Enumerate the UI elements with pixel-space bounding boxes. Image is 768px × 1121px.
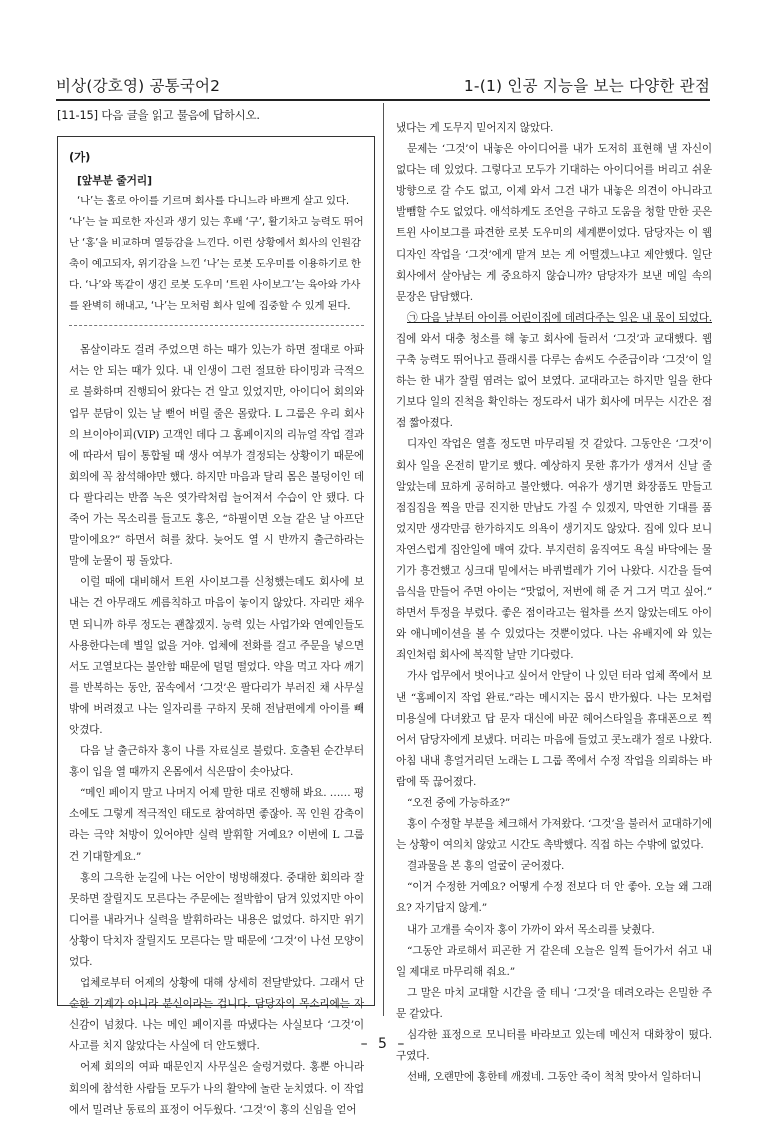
paragraph: 문제는 ‘그것’이 내놓은 아이디어를 내가 도저히 표현해 낼 자신이 없다는 데 있었다. 그렇다고 모두가 기대하는 아이디어를 버리고 쉬운 방향으로 갈 수도 없고, 이제 와서 그건 내가 내놓은 의견이 아니라고 발뺌할 수도 없었다. 애석하게도 조언을 구하고 도움을 청할 만한 곳은 트윈 사이보그를 파견한 로봇 도우미의 세계뿐이었다. 담당자는 이 웹 디자인 작업을 ‘그것’에게 맡겨 보는 게 어떨겠느냐고 제안했다. 일단 회사에서 살아남는 게 중요하지 않습니까? 담당자가 보낸 메일 속의 문장은 담담했다. [396, 143, 712, 303]
paragraph: 이럴 때에 대비해서 트윈 사이보그를 신청했는데도 회사에 보내는 건 아무래도 께름칙하고 마음이 놓이지 않았다. 자리만 채우면 되니까 하루 정도는 괜찮겠지. 능력 있는 사업가와 연예인들도 사용한다는데 별일 없을 거야. 업체에 전화를 걸고 주문을 넣으면서도 고열보다는 불안함 때문에 덜덜 떨었다. 약을 먹고 자다 깨기를 반복하는 동안, 꿈속에서 ‘그것’은 팔다리가 부러진 채 사무실 밖에 버려졌고 나는 일자리를 구하지 못해 전남편에게 아이를 빼앗겼다. [69, 576, 364, 736]
paragraph: “메인 페이지 말고 나머지 어제 말한 대로 진행해 봐요. …… 평소에도 그렇게 적극적인 태도로 참여하면 좋잖아. 꼭 인원 감축이라는 극약 처방이 있어야만 실력 발휘할 거예요? 이번에 L 그룹 건 기대할게요.” [69, 787, 364, 863]
right-paragraphs [396, 434, 712, 1088]
paragraph: 디자인 작업은 열흘 정도면 마무리될 것 같았다. 그동안은 ‘그것’이 회사 일을 온전히 맡기로 했다. 예상하지 못한 휴가가 생겨서 신날 줄 알았는데 묘하게 공허하고 불안했다. 여유가 생기면 화장품도 만들고 점집집을 찍을 만큼 진지한 만남도 가질 수 있겠지, 막연한 기대를 품었지만 생각만큼 한가하지도 의욕이 생기지도 않았다. 집에 있다 보니 자연스럽게 집안일에 매여 갔다. 부지런히 움직여도 욕실 바닥에는 물기가 흥건했고 싱크대 밑에서는 바퀴벌레가 기어 나왔다. 시간을 들여 음식을 만들어 주면 아이는 “맛없어, 저번에 해 준 거 그거 먹고 싶어.” 하면서 투정을 부렸다. 좋은 점이라고는 월차를 쓰지 않았는데도 아이와 애니메이션을 볼 수 있었다는 것뿐이었다. 나는 유배지에 와 있는 죄인처럼 회사에 복직할 날만 기다렸다. [396, 438, 712, 662]
paragraph: 업체로부터 어제의 상황에 대해 상세히 전달받았다. 그래서 단순한 기계가 아니라 분신이라는 겁니다. 담당자의 목소리에는 자신감이 넘쳤다. 나는 메인 페이지를 따냈다는 사실보다 ‘그것’이 사고를 치지 않았다는 사실에 더 안도했다. [69, 977, 364, 1053]
column-divider [383, 103, 384, 1016]
underlined-sentence: ㉠ 다음 날부터 아이를 어린이집에 데려다주는 일은 내 몫이 되었다. [407, 311, 712, 324]
unit-title: 1-(1) 인공 지능을 보는 다양한 관점 [463, 77, 710, 95]
left-paragraphs [69, 340, 364, 1120]
paragraph-rest: 집에 와서 대충 청소를 해 놓고 회사에 들러서 ‘그것’과 교대했다. 웹 구축 능력도 뛰어나고 플래시를 다루는 솜씨도 수준급이라 ‘그것’이 일하는 한 내가 잘릴 염려는 없어 보였다. 교대라고는 하지만 일을 한다기보다 일의 진척을 확인하는 정도라서 내가 회사에 머무는 시간은 점점 짧아졌다. [396, 332, 712, 430]
page-number: – 5 – [360, 1036, 408, 1052]
paragraph: “이거 수정한 거예요? 어떻게 수정 전보다 더 안 좋아. 오늘 왜 그래요? 자기답지 않게.” [396, 881, 712, 915]
paragraph: 몸살이라도 걸려 주었으면 하는 때가 있는가 하면 절대로 아파서는 안 되는 때가 있다. 내 인생이 그런 절묘한 타이밍과 극적으로 불화하며 진행되어 왔다는 건 알고 있었지만, 아이디어 회의와 업무 분담이 있는 날 뻗어 버릴 줄은 몰랐다. L 그룹은 우리 회사의 브이아이피(VIP) 고객인 데다 그 홈페이지의 리뉴얼 작업 결과에 따라서 팀이 통합될 때 생사 여부가 결정되는 상황이기 때문에 회의에 꼭 참석해야만 했다. 하지만 마음과 달리 몸은 불덩이인 데다 팔다리는 반쯤 녹은 엿가락처럼 늘어져서 수습이 안 됐다. 다 죽어 가는 목소리를 들고도 홍은, “하필이면 오늘 같은 날 아프단 말이에요?” 하면서 혀를 찼다. 늦어도 열 시 반까지 출근하라는 말에 눈물이 핑 돌았다. [69, 344, 364, 568]
summary-title: [앞부분 줄거리] [77, 174, 152, 188]
header-rule [56, 99, 710, 101]
paragraph: “그동안 과로해서 피곤한 거 같은데 오늘은 일찍 들어가서 쉬고 내일 제대로 마무리해 줘요.” [396, 944, 712, 978]
right-intro: 냈다는 게 도무지 믿어지지 않았다. [396, 122, 554, 134]
section-label: (가) [69, 150, 91, 165]
plot-summary: ‘나’는 홀로 아이를 기르며 회사를 다니느라 바쁘게 살고 있다. ‘나’는 늘 피로한 자신과 생기 있는 후배 ‘구’, 활기차고 능력도 뛰어난 ‘홍’을 비교하며 열등감을 느낀다. 이런 상황에서 회사의 인원감축이 예고되자, 위기감을 느낀 ‘나’는 로봇 도우미를 이용하기로 한다. ‘나’와 똑같이 생긴 로봇 도우미 ‘트윈 사이보그’는 육아와 가사를 완벽히 해내고, ‘나’는 모처럼 회사 일에 집중할 수 있게 된다. [69, 195, 364, 313]
paragraph: 선배, 오랜만에 홍한테 깨졌네. 그동안 죽이 척척 맞아서 일하더니 [407, 1071, 702, 1084]
question-instruction: [11-15] 다음 글을 읽고 물음에 답하시오. [57, 108, 260, 122]
paragraph-underlined [396, 308, 712, 435]
right-column [396, 118, 712, 1088]
paragraph: 내가 고개를 숙이자 홍이 가까이 와서 목소리를 낮췄다. [407, 923, 655, 936]
left-column [57, 105, 375, 1116]
paragraph: 결과물을 본 홍의 얼굴이 굳어졌다. [407, 860, 565, 873]
passage-box [57, 136, 375, 1116]
paragraph: 어제 회의의 여파 때문인지 사무실은 술렁거렸다. 홍뿐 아니라 회의에 참석한 사람들 모두가 나의 활약에 놀란 눈치였다. 이 작업에서 밀려난 동료의 표정이 어두웠다. ‘그것’이 홍의 신임을 얻어 [69, 1061, 364, 1116]
paragraph: 홍이 수정할 부분을 체크해서 가져왔다. ‘그것’을 불러서 교대하기에는 상황이 여의치 않았고 시간도 촉박했다. 직접 하는 수밖에 없었다. [396, 818, 712, 852]
paragraph: 가사 업무에서 벗어나고 싶어서 안달이 나 있던 터라 업체 쪽에서 보낸 “홈페이지 작업 완료.”라는 메시지는 몹시 반가웠다. 나는 모처럼 미용실에 다녀왔고 답 문자 대신에 바꾼 헤어스타일을 휴대폰으로 찍어서 담당자에게 보냈다. 머리는 마음에 들었고 콧노래가 절로 나왔다. 아침 내내 흥얼거리던 노래는 L 그룹 쪽에서 수정 작업을 의뢰하는 바람에 뚝 끊어졌다. [396, 670, 712, 788]
textbook-title: 비상(강호영) 공통국어2 [56, 77, 221, 95]
paragraph: 다음 날 출근하자 홍이 나를 자료실로 불렀다. 호출된 순간부터 홍이 입을 열 때까지 온몸에서 식은땀이 솟아났다. [69, 745, 364, 779]
paragraph: 심각한 표정으로 모니터를 바라보고 있는데 메신저 대화창이 떴다. 구였다. [396, 1029, 712, 1063]
summary-separator [69, 325, 364, 326]
paragraph: “오전 중에 가능하죠?” [407, 797, 511, 809]
paragraph: 그 말은 마치 교대할 시간을 줄 테니 ‘그것’을 데려오라는 은밀한 주문 같았다. [396, 986, 712, 1020]
paragraph: 홍의 그윽한 눈길에 나는 어안이 벙벙해졌다. 중대한 회의라 잘못하면 잘릴지도 모른다는 주문에는 절박함이 담겨 있었지만 아이디어를 내라거나 실력을 발휘하라는 내용은 없었다. 하지만 위기 상황이 닥치자 잘릴지도 모른다는 말 때문에 ‘그것’이 나선 모양이었다. [69, 871, 364, 968]
